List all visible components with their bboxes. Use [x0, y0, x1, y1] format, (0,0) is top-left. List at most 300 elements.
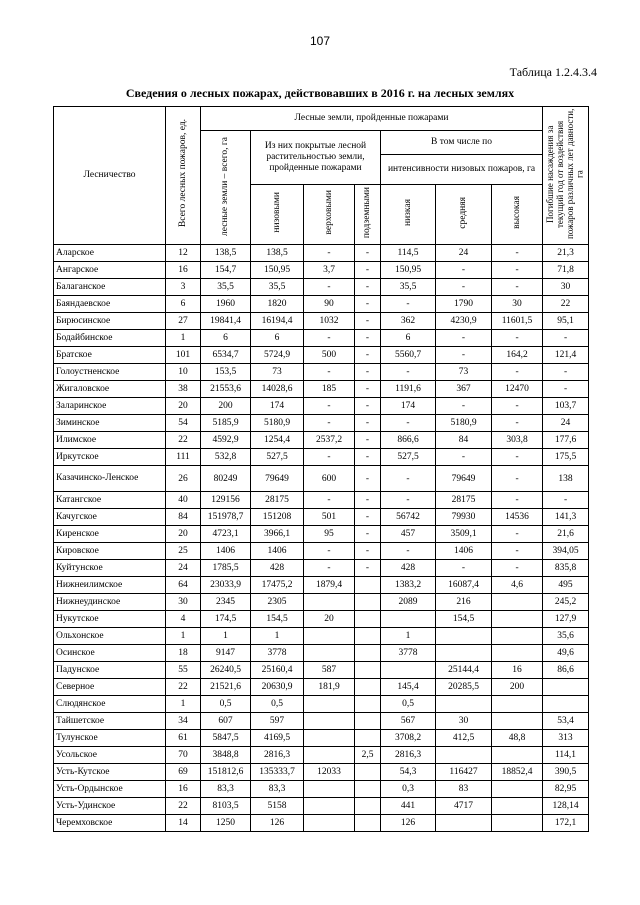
value-cell: 6	[201, 330, 251, 347]
forestry-name-cell: Катангское	[54, 492, 166, 509]
value-cell: 1191,6	[381, 381, 436, 398]
forestry-name-cell: Падунское	[54, 662, 166, 679]
value-cell: 25144,4	[436, 662, 492, 679]
table-row	[54, 492, 589, 509]
value-cell: -	[355, 492, 381, 509]
value-cell: 3778	[251, 645, 304, 662]
forestry-name-cell: Аларское	[54, 245, 166, 262]
value-cell: 26240,5	[201, 662, 251, 679]
value-cell: 121,4	[543, 347, 589, 364]
value-cell: 1790	[436, 296, 492, 313]
value-cell: 150,95	[251, 262, 304, 279]
value-cell: 84	[166, 509, 201, 526]
value-cell: -	[492, 560, 543, 577]
forestry-name-cell: Усть-Кутское	[54, 764, 166, 781]
value-cell: 527,5	[381, 449, 436, 466]
value-cell: 138,5	[201, 245, 251, 262]
value-cell	[436, 645, 492, 662]
table-title: Сведения о лесных пожарах, действовавших в 2016 г. на лесных землях	[125, 86, 515, 100]
value-cell: 82,95	[543, 781, 589, 798]
value-cell: 26	[166, 466, 201, 492]
forestry-name-cell: Иркутское	[54, 449, 166, 466]
value-cell: 38	[166, 381, 201, 398]
value-cell: 21,3	[543, 245, 589, 262]
value-cell: 73	[436, 364, 492, 381]
value-cell: 1383,2	[381, 577, 436, 594]
header-covered-by-forest: Из них покрытые лесной растительностью земли, пройденные пожарами	[251, 131, 381, 185]
value-cell: 24	[166, 560, 201, 577]
header-intensity: интенсивности низовых пожаров, га	[381, 155, 543, 185]
value-cell: 2345	[201, 594, 251, 611]
value-cell: 1406	[436, 543, 492, 560]
value-cell: 16	[492, 662, 543, 679]
value-cell: 24	[436, 245, 492, 262]
value-cell	[543, 679, 589, 696]
value-cell: -	[304, 398, 355, 415]
value-cell: 6	[251, 330, 304, 347]
value-cell: 22	[543, 296, 589, 313]
value-cell: -	[355, 398, 381, 415]
value-cell: 394,05	[543, 543, 589, 560]
value-cell: 532,8	[201, 449, 251, 466]
value-cell: 1	[166, 696, 201, 713]
value-cell	[492, 611, 543, 628]
value-cell: 35,5	[201, 279, 251, 296]
value-cell: 174	[251, 398, 304, 415]
value-cell: -	[543, 492, 589, 509]
value-cell: 84	[436, 432, 492, 449]
value-cell: 1	[166, 330, 201, 347]
value-cell	[355, 798, 381, 815]
value-cell: -	[381, 466, 436, 492]
value-cell: 1406	[201, 543, 251, 560]
value-cell: 17475,2	[251, 577, 304, 594]
forestry-name-cell: Усольское	[54, 747, 166, 764]
value-cell: 175,5	[543, 449, 589, 466]
table-row	[54, 398, 589, 415]
value-cell: 79649	[436, 466, 492, 492]
value-cell	[355, 764, 381, 781]
value-cell: -	[355, 466, 381, 492]
value-cell: 5847,5	[201, 730, 251, 747]
value-cell: 114,5	[381, 245, 436, 262]
table-row	[54, 781, 589, 798]
value-cell: 27	[166, 313, 201, 330]
value-cell: 138,5	[251, 245, 304, 262]
table-row	[54, 696, 589, 713]
header-medium-label: средняя	[458, 196, 469, 229]
value-cell: 126	[251, 815, 304, 832]
table-row	[54, 594, 589, 611]
value-cell: -	[381, 415, 436, 432]
forestry-name-cell: Казачинско-Ленское	[54, 466, 166, 492]
value-cell: -	[543, 364, 589, 381]
value-cell: -	[355, 296, 381, 313]
value-cell: 79649	[251, 466, 304, 492]
value-cell: -	[355, 415, 381, 432]
value-cell: 111	[166, 449, 201, 466]
forestry-name-cell: Нижнеилимское	[54, 577, 166, 594]
value-cell: 0,5	[201, 696, 251, 713]
value-cell: -	[436, 449, 492, 466]
value-cell: 1820	[251, 296, 304, 313]
value-cell: 128,14	[543, 798, 589, 815]
value-cell: 6	[381, 330, 436, 347]
forestry-name-cell: Качугское	[54, 509, 166, 526]
value-cell: 3,7	[304, 262, 355, 279]
value-cell	[492, 815, 543, 832]
value-cell: -	[381, 543, 436, 560]
forestry-name-cell: Илимское	[54, 432, 166, 449]
value-cell: 181,9	[304, 679, 355, 696]
table-row	[54, 296, 589, 313]
value-cell: -	[355, 432, 381, 449]
value-cell: -	[492, 449, 543, 466]
value-cell: 0,5	[251, 696, 304, 713]
header-low-label: низкая	[402, 199, 413, 227]
value-cell: 1960	[201, 296, 251, 313]
value-cell: 101	[166, 347, 201, 364]
table-row	[54, 560, 589, 577]
value-cell	[355, 696, 381, 713]
value-cell	[304, 798, 355, 815]
value-cell: 73	[251, 364, 304, 381]
value-cell: -	[436, 560, 492, 577]
value-cell: 5180,9	[251, 415, 304, 432]
value-cell: 428	[381, 560, 436, 577]
value-cell	[355, 781, 381, 798]
value-cell: -	[492, 364, 543, 381]
value-cell: 54	[166, 415, 201, 432]
value-cell: 3	[166, 279, 201, 296]
value-cell: 1785,5	[201, 560, 251, 577]
value-cell: 177,6	[543, 432, 589, 449]
table-row	[54, 313, 589, 330]
header-forest-lands-total	[201, 131, 251, 245]
value-cell: 19841,4	[201, 313, 251, 330]
forestry-name-cell: Осинское	[54, 645, 166, 662]
table-row	[54, 245, 589, 262]
value-cell: -	[355, 347, 381, 364]
value-cell: 441	[381, 798, 436, 815]
forestry-name-cell: Нукутское	[54, 611, 166, 628]
value-cell: 16	[166, 262, 201, 279]
table-row	[54, 432, 589, 449]
value-cell: -	[304, 415, 355, 432]
value-cell: 501	[304, 509, 355, 526]
value-cell: 1	[166, 628, 201, 645]
value-cell: 16194,4	[251, 313, 304, 330]
value-cell: 23033,9	[201, 577, 251, 594]
value-cell: 16087,4	[436, 577, 492, 594]
page-number: 107	[309, 34, 331, 48]
table-header	[54, 107, 589, 245]
value-cell: 4717	[436, 798, 492, 815]
table-row	[54, 645, 589, 662]
table-row	[54, 730, 589, 747]
value-cell: -	[492, 466, 543, 492]
header-forestry: Лесничество	[54, 107, 166, 245]
value-cell: 25	[166, 543, 201, 560]
value-cell: -	[381, 296, 436, 313]
value-cell: -	[355, 279, 381, 296]
value-cell: 600	[304, 466, 355, 492]
value-cell: 56742	[381, 509, 436, 526]
value-cell: 1032	[304, 313, 355, 330]
value-cell	[355, 730, 381, 747]
value-cell: -	[543, 330, 589, 347]
value-cell: -	[492, 279, 543, 296]
value-cell	[304, 628, 355, 645]
value-cell: 22	[166, 679, 201, 696]
table-row	[54, 679, 589, 696]
value-cell	[492, 645, 543, 662]
value-cell: 500	[304, 347, 355, 364]
forest-fires-table	[53, 106, 589, 832]
value-cell: 86,6	[543, 662, 589, 679]
value-cell: 390,5	[543, 764, 589, 781]
table-row	[54, 798, 589, 815]
table-row	[54, 611, 589, 628]
value-cell: 30	[492, 296, 543, 313]
value-cell	[304, 645, 355, 662]
value-cell: -	[492, 492, 543, 509]
value-cell: 5185,9	[201, 415, 251, 432]
header-high	[492, 185, 543, 245]
value-cell: 1254,4	[251, 432, 304, 449]
forestry-name-cell: Слюдянское	[54, 696, 166, 713]
value-cell: -	[543, 381, 589, 398]
value-cell	[492, 747, 543, 764]
value-cell: 14536	[492, 509, 543, 526]
value-cell: 3966,1	[251, 526, 304, 543]
value-cell: 135333,7	[251, 764, 304, 781]
value-cell: 35,5	[251, 279, 304, 296]
value-cell: 2816,3	[251, 747, 304, 764]
value-cell: -	[355, 526, 381, 543]
value-cell: 607	[201, 713, 251, 730]
value-cell: 129156	[201, 492, 251, 509]
value-cell	[492, 628, 543, 645]
forestry-name-cell: Куйтунское	[54, 560, 166, 577]
value-cell: 20	[166, 526, 201, 543]
value-cell	[492, 781, 543, 798]
value-cell: 245,2	[543, 594, 589, 611]
value-cell: 0,3	[381, 781, 436, 798]
value-cell: 80249	[201, 466, 251, 492]
value-cell: 103,7	[543, 398, 589, 415]
value-cell	[304, 696, 355, 713]
value-cell: 4	[166, 611, 201, 628]
value-cell: 49,6	[543, 645, 589, 662]
table-row	[54, 815, 589, 832]
value-cell: 21553,6	[201, 381, 251, 398]
value-cell: 3848,8	[201, 747, 251, 764]
value-cell: 303,8	[492, 432, 543, 449]
forestry-name-cell: Нижнеудинское	[54, 594, 166, 611]
value-cell: 216	[436, 594, 492, 611]
value-cell: 527,5	[251, 449, 304, 466]
value-cell: 1406	[251, 543, 304, 560]
forestry-name-cell: Бодайбинское	[54, 330, 166, 347]
header-underground	[355, 185, 381, 245]
value-cell: 8103,5	[201, 798, 251, 815]
header-high-label: высокая	[511, 196, 522, 229]
table-row	[54, 262, 589, 279]
value-cell: 54,3	[381, 764, 436, 781]
value-cell: 835,8	[543, 560, 589, 577]
value-cell: 24	[543, 415, 589, 432]
table-row	[54, 330, 589, 347]
value-cell: -	[304, 364, 355, 381]
value-cell	[355, 628, 381, 645]
value-cell: 95	[304, 526, 355, 543]
value-cell: 2,5	[355, 747, 381, 764]
value-cell: 20630,9	[251, 679, 304, 696]
value-cell: 200	[201, 398, 251, 415]
value-cell: 30	[166, 594, 201, 611]
value-cell: -	[355, 381, 381, 398]
value-cell: 567	[381, 713, 436, 730]
value-cell: 4592,9	[201, 432, 251, 449]
value-cell: -	[436, 262, 492, 279]
value-cell: 6534,7	[201, 347, 251, 364]
value-cell: 48,8	[492, 730, 543, 747]
value-cell: 90	[304, 296, 355, 313]
value-cell: -	[304, 330, 355, 347]
header-ground	[251, 185, 304, 245]
value-cell: 10	[166, 364, 201, 381]
value-cell: -	[492, 543, 543, 560]
value-cell: 412,5	[436, 730, 492, 747]
value-cell: 151978,7	[201, 509, 251, 526]
value-cell: 127,9	[543, 611, 589, 628]
value-cell: 1879,4	[304, 577, 355, 594]
forestry-name-cell: Тулунское	[54, 730, 166, 747]
value-cell	[381, 611, 436, 628]
value-cell	[304, 730, 355, 747]
value-cell: 71,8	[543, 262, 589, 279]
forestry-name-cell: Ангарское	[54, 262, 166, 279]
value-cell: -	[355, 509, 381, 526]
value-cell	[304, 815, 355, 832]
table-row	[54, 577, 589, 594]
value-cell	[304, 781, 355, 798]
table-id: Таблица 1.2.4.3.4	[509, 65, 597, 79]
forestry-name-cell: Голоустненское	[54, 364, 166, 381]
header-medium	[436, 185, 492, 245]
value-cell: 362	[381, 313, 436, 330]
value-cell: 2305	[251, 594, 304, 611]
forestry-name-cell: Киренское	[54, 526, 166, 543]
value-cell: 53,4	[543, 713, 589, 730]
value-cell: 116427	[436, 764, 492, 781]
value-cell: 21,6	[543, 526, 589, 543]
value-cell: 2816,3	[381, 747, 436, 764]
value-cell	[492, 798, 543, 815]
table-row	[54, 364, 589, 381]
value-cell	[304, 747, 355, 764]
value-cell: 18	[166, 645, 201, 662]
value-cell: 5560,7	[381, 347, 436, 364]
value-cell: 34	[166, 713, 201, 730]
value-cell: -	[304, 449, 355, 466]
table-row	[54, 466, 589, 492]
forestry-name-cell: Братское	[54, 347, 166, 364]
value-cell: 61	[166, 730, 201, 747]
value-cell: -	[436, 279, 492, 296]
header-ground-label: низовыми	[271, 192, 282, 233]
table-row	[54, 449, 589, 466]
value-cell: 83,3	[201, 781, 251, 798]
header-forest-lands-total-label: лесные земли – всего, га	[220, 136, 231, 236]
value-cell: -	[492, 398, 543, 415]
value-cell: 21521,6	[201, 679, 251, 696]
value-cell: -	[492, 526, 543, 543]
header-dead-stands	[543, 107, 589, 245]
header-total-fires	[166, 107, 201, 245]
value-cell: 69	[166, 764, 201, 781]
table-body	[54, 245, 589, 832]
value-cell: 4169,5	[251, 730, 304, 747]
value-cell: -	[304, 560, 355, 577]
value-cell: 9147	[201, 645, 251, 662]
forestry-name-cell: Бирюсинское	[54, 313, 166, 330]
value-cell	[355, 611, 381, 628]
value-cell: 70	[166, 747, 201, 764]
value-cell: 35,6	[543, 628, 589, 645]
value-cell: 114,1	[543, 747, 589, 764]
table-row	[54, 526, 589, 543]
value-cell: 20	[304, 611, 355, 628]
value-cell	[436, 696, 492, 713]
value-cell: 154,7	[201, 262, 251, 279]
value-cell: 64	[166, 577, 201, 594]
value-cell: 11601,5	[492, 313, 543, 330]
header-crown	[304, 185, 355, 245]
header-low	[381, 185, 436, 245]
value-cell: -	[355, 262, 381, 279]
value-cell	[436, 747, 492, 764]
value-cell: -	[492, 262, 543, 279]
value-cell	[355, 662, 381, 679]
value-cell: 12033	[304, 764, 355, 781]
table-row	[54, 713, 589, 730]
value-cell: 866,6	[381, 432, 436, 449]
value-cell: 12470	[492, 381, 543, 398]
value-cell: 95,1	[543, 313, 589, 330]
value-cell	[355, 594, 381, 611]
value-cell: -	[355, 245, 381, 262]
value-cell: 16	[166, 781, 201, 798]
value-cell: -	[355, 330, 381, 347]
header-forest-lands-burned: Лесные земли, пройденные пожарами	[201, 107, 543, 131]
value-cell: -	[492, 245, 543, 262]
value-cell: 14028,6	[251, 381, 304, 398]
value-cell: -	[381, 364, 436, 381]
value-cell: 40	[166, 492, 201, 509]
table-row	[54, 747, 589, 764]
forestry-name-cell: Черемховское	[54, 815, 166, 832]
value-cell: 22	[166, 798, 201, 815]
value-cell: 495	[543, 577, 589, 594]
table-row	[54, 381, 589, 398]
value-cell: 172,1	[543, 815, 589, 832]
value-cell: 12	[166, 245, 201, 262]
value-cell: 83,3	[251, 781, 304, 798]
value-cell: 3778	[381, 645, 436, 662]
value-cell: 3708,2	[381, 730, 436, 747]
